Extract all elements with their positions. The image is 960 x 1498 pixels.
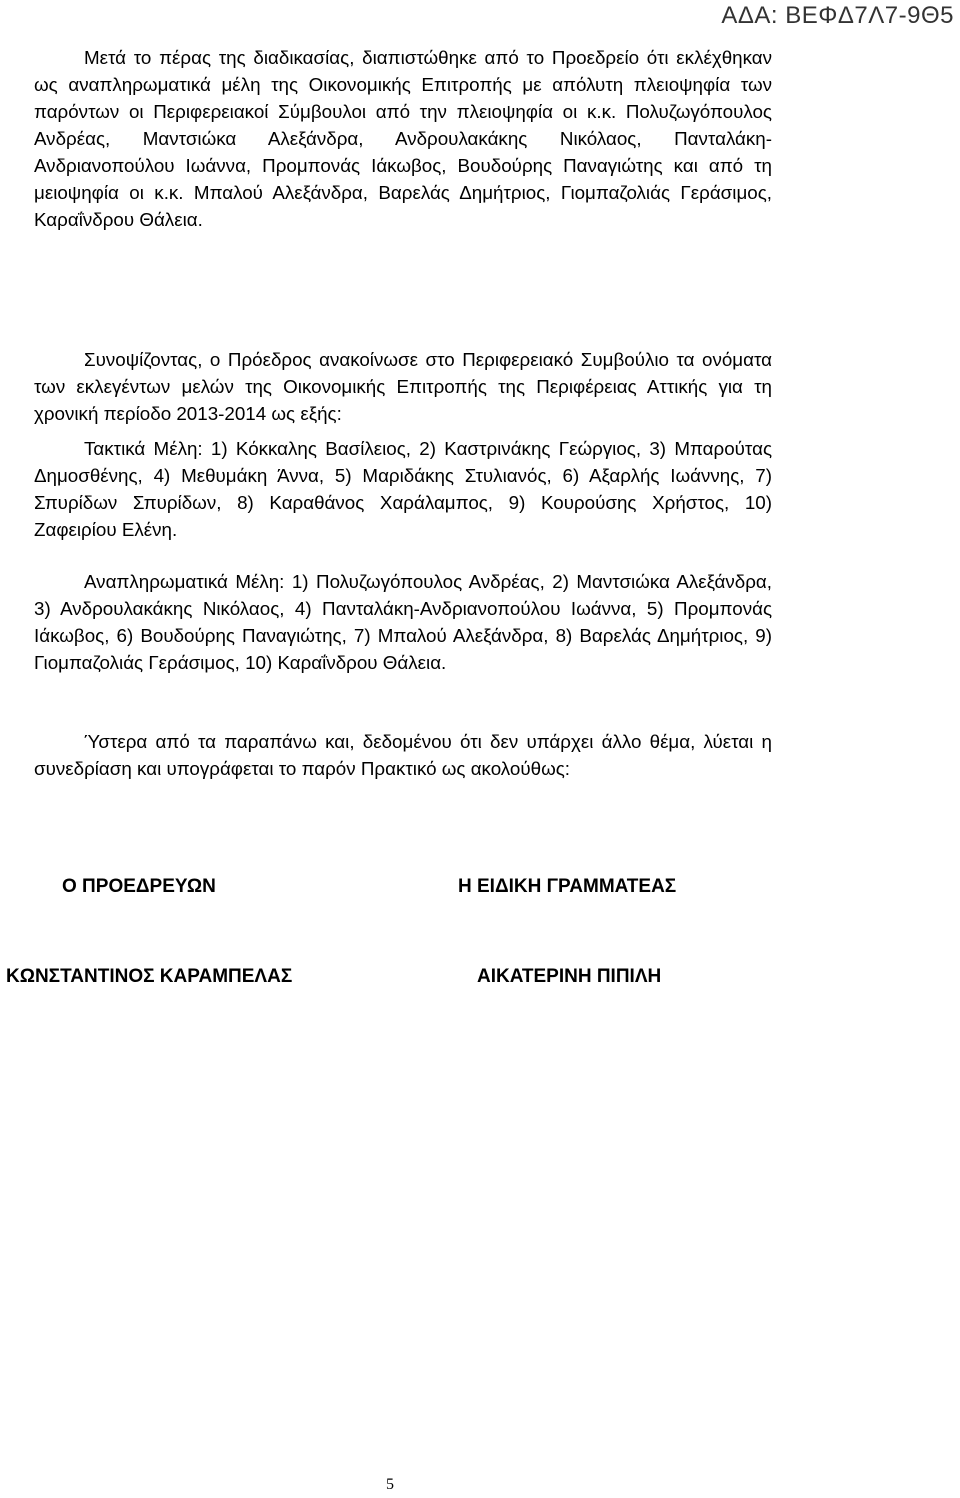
paragraph-election-substitutes: Μετά το πέρας της διαδικασίας, διαπιστώθηκε από το Προεδρείο ότι εκλέχθηκαν ως αναπληρωματικά μέλη της Οικονομικής Επιτροπής με απόλυτη πλειοψηφία των παρόντων οι Περιφερειακοί Σύμβουλοι από την πλειοψηφία οι κ.κ. Πολυζωγόπουλος Ανδρέας, Μαντσιώκα Αλεξάνδρα, Ανδρουλακάκης Νικόλαος, Πανταλάκη-Ανδριανοπούλου Ιωάννα, Προμπονάς Ιάκωβος, Βουδούρης Παναγιώτης και από τη μειοψηφία οι κ.κ. Μπαλού Αλεξάνδρα, Βαρελάς Δημήτριος, Γιομπαζολιάς Γεράσιμος, Καραΐνδρου Θάλεια. [34,47,772,230]
president-name: ΚΩΝΣΤΑΝΤΙΝΟΣ ΚΑΡΑΜΠΕΛΑΣ [6,966,293,987]
page-number: 5 [386,1476,394,1493]
secretary-title: Η ΕΙΔΙΚΗ ΓΡΑΜΜΑΤΕΑΣ [458,876,677,897]
ada-code: ΑΔΑ: ΒΕΦΔ7Λ7-9Θ5 [721,2,954,29]
paragraph-substitute-members: Αναπληρωματικά Μέλη: 1) Πολυζωγόπουλος Ανδρέας, 2) Μαντσιώκα Αλεξάνδρα, 3) Ανδρουλακάκης Νικόλαος, 4) Πανταλάκη-Ανδριανοπούλου Ιωάννα, 5) Προμπονάς Ιάκωβος, 6) Βουδούρης Παναγιώτης, 7) Μπαλού Αλεξάνδρα, 8) Βαρελάς Δημήτριος, 9) Γιομπαζολιάς Γεράσιμος, 10) Καραΐνδρου Θάλεια. [34,571,772,673]
paragraph-summary: Συνοψίζοντας, ο Πρόεδρος ανακοίνωσε στο Περιφερειακό Συμβούλιο τα ονόματα των εκλεγέντων μελών της Οικονομικής Επιτροπής της Περιφέρειας Αττικής για τη χρονική περίοδο 2013-2014 ως εξής: [34,349,772,424]
paragraph-regular-members: Τακτικά Μέλη: 1) Κόκκαλης Βασίλειος, 2) Καστρινάκης Γεώργιος, 3) Μπαρούτας Δημοσθένης, 4) Μεθυμάκη Άννα, 5) Μαριδάκης Στυλιανός, 6) Αξαρλής Ιωάννης, 7) Σπυρίδων Σπυρίδων, 8) Καραθάνος Χαράλαμπος, 9) Κουρούσης Χρήστος, 10) Ζαφειρίου Ελένη. [34,438,772,540]
president-title: Ο ΠΡΟΕΔΡΕΥΩΝ [62,876,216,897]
secretary-name: ΑΙΚΑΤΕΡΙΝΗ ΠΙΠΙΛΗ [477,966,662,987]
paragraph-closing: Ύστερα από τα παραπάνω και, δεδομένου ότι δεν υπάρχει άλλο θέμα, λύεται η συνεδρίαση και υπογράφεται το παρόν Πρακτικό ως ακολούθως: [34,731,772,779]
